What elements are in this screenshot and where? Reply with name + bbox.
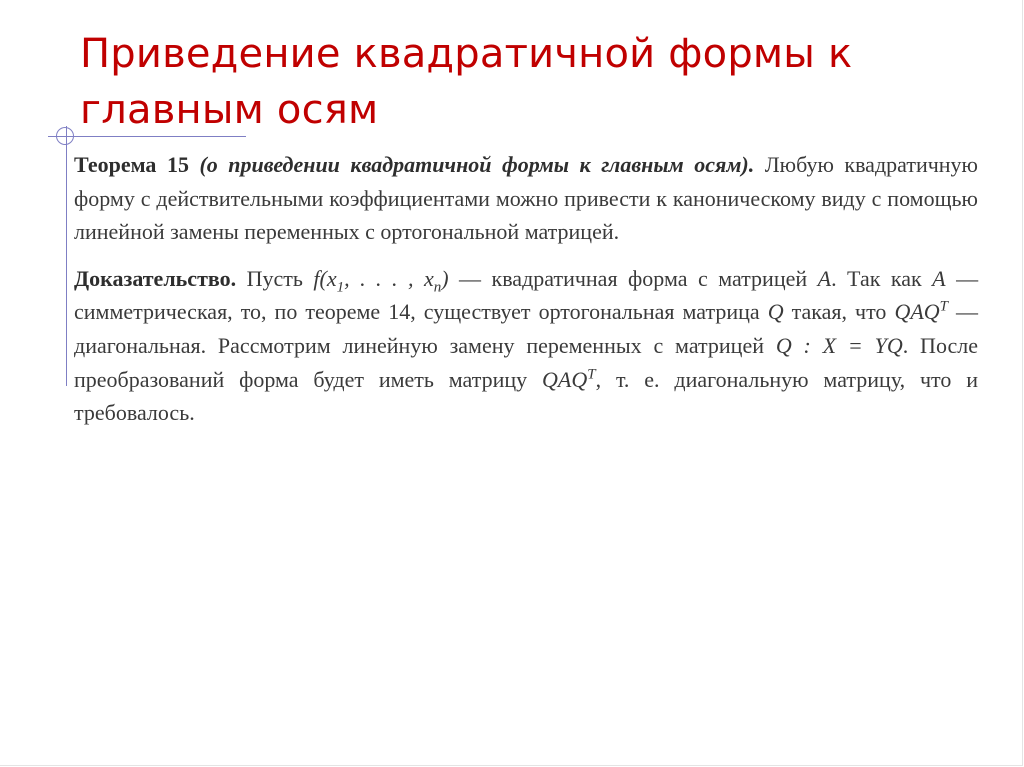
formula-transpose-1: T <box>939 299 949 316</box>
decorative-vertical-line <box>66 126 67 386</box>
proof-text-5: такая, что <box>791 299 887 325</box>
theorem-heading: Теорема 15 <box>74 152 189 177</box>
formula-substitution: Q : X = YQ <box>775 332 903 358</box>
proof-text-2: — квадратичная форма с матрицей <box>459 265 808 291</box>
proof-text-3: . Так как <box>831 265 922 291</box>
formula-dots: , . . . , <box>344 265 424 291</box>
theorem-name: (о приведении квадратичной формы к главным осям). <box>199 152 755 177</box>
formula-qaqt-2 <box>542 367 596 392</box>
proof-text-1: Пусть <box>246 265 303 291</box>
formula-x1-index: 1 <box>336 279 345 296</box>
formula-xn-index: n <box>433 279 442 296</box>
formula-x1: x <box>326 265 337 291</box>
slide-title <box>80 26 960 138</box>
formula-qaq-2: QAQ <box>542 366 588 392</box>
slide-title-line-1: Приведение квадратичной формы к <box>80 31 853 77</box>
document-body <box>74 148 978 430</box>
decorative-circle <box>56 127 74 145</box>
formula-open-paren: ( <box>319 265 327 291</box>
proof-heading: Доказательство. <box>74 265 237 291</box>
formula-transpose-2: T <box>587 366 596 383</box>
proof-text-8: , т. е. диагональную матрицу, что и требовалось. <box>74 366 978 426</box>
formula-matrix-a-1: A <box>817 265 832 291</box>
formula-matrix-q: Q <box>767 299 784 325</box>
formula-close-paren: ) <box>441 265 449 291</box>
decorative-horizontal-line <box>48 136 246 137</box>
proof-text-4: — симметрическая, то, по теореме 14, существует ортогональная матрица <box>74 265 979 325</box>
formula-function <box>313 265 449 296</box>
proof-text-7: . После преобразований форма будет иметь матрицу <box>74 332 978 392</box>
proof-text-6: — диагональная. Рассмотрим линейную замену переменных с матрицей <box>74 299 979 358</box>
theorem-text: Любую квадратичную форму с действительными коэффициентами можно привести к каноническому виду с помощью линейной замены переменных с ортогональной матрицей. <box>74 152 978 245</box>
slide-title-line-2: главным осям <box>80 87 379 133</box>
proof-paragraph <box>74 262 978 430</box>
theorem-paragraph <box>74 148 978 249</box>
formula-matrix-a-2: A <box>932 265 946 291</box>
formula-xn: x <box>423 265 434 291</box>
formula-qaqt-1 <box>894 299 948 324</box>
formula-f: f <box>313 265 320 291</box>
formula-qaq-1: QAQ <box>894 299 940 325</box>
